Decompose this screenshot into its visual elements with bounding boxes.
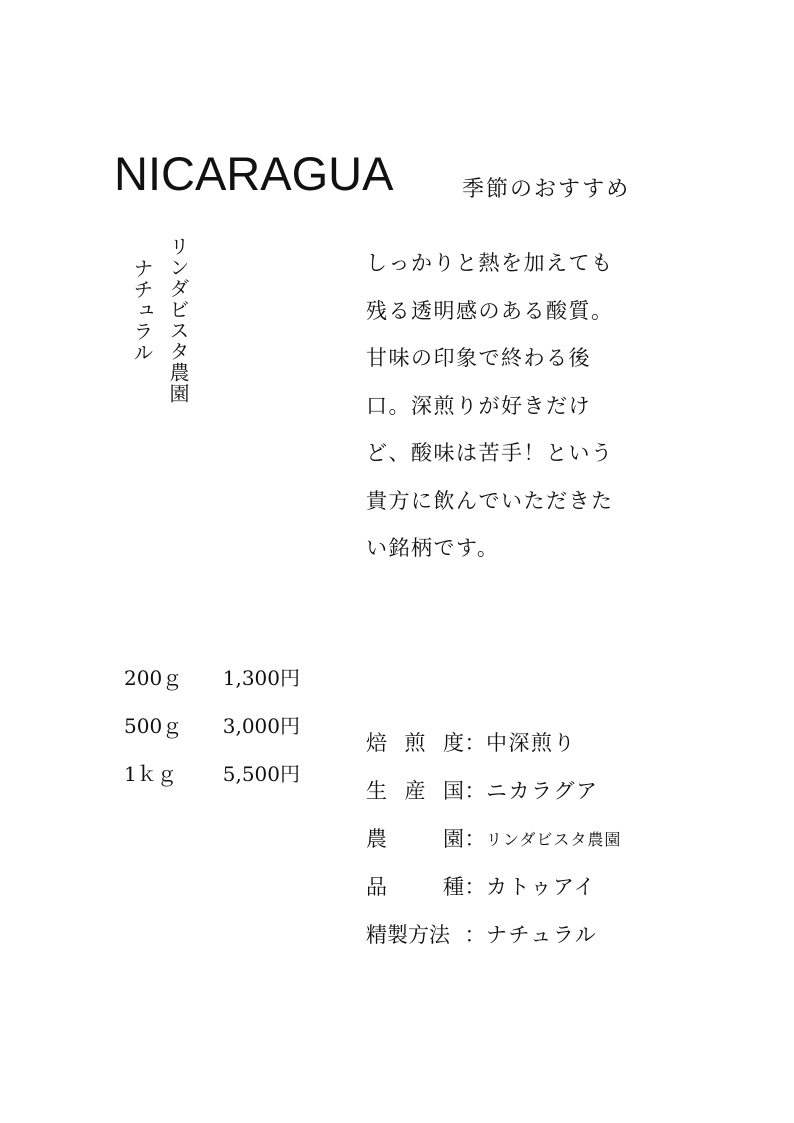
detail-row-roast <box>366 718 621 766</box>
page-title: NICARAGUA <box>114 147 394 200</box>
detail-label-char: 焙 <box>366 731 387 755</box>
price-row <box>124 652 300 700</box>
detail-value: ニカラグア <box>486 779 599 803</box>
vertical-product-label <box>124 236 196 576</box>
detail-label-char: 度 <box>443 731 464 755</box>
detail-row-country <box>366 766 621 814</box>
detail-label <box>366 823 464 853</box>
detail-label-char: 生 <box>366 779 387 803</box>
price-weight: 200ｇ <box>124 665 183 690</box>
description-line: 貴方に飲んでいただきた <box>366 488 614 513</box>
detail-label-char: 種 <box>443 875 464 899</box>
detail-colon: ： <box>464 779 486 803</box>
description-line: 口。深煎りが好きだけ <box>366 393 591 418</box>
detail-label <box>366 727 464 757</box>
detail-colon: ： <box>464 875 486 899</box>
description-line: 残る透明感のある酸質。 <box>366 298 614 323</box>
detail-value: リンダビスタ農園 <box>486 829 622 849</box>
description-line: い銘柄です。 <box>366 536 500 560</box>
detail-label-char: 農 <box>366 827 387 851</box>
price-weight: 500ｇ <box>124 713 183 738</box>
detail-label-char: 園 <box>443 827 464 851</box>
detail-value: ナチュラル <box>486 923 598 947</box>
description-line: ど、酸味は苦手！という <box>366 441 614 465</box>
coffee-details <box>366 718 621 958</box>
detail-label <box>366 871 464 901</box>
price-list <box>124 652 300 796</box>
description-line: 甘味の印象で終わる後 <box>366 346 591 370</box>
description-line: しっかりと熱を加えても <box>366 251 614 275</box>
detail-row-process <box>366 910 621 958</box>
detail-label-char: 産 <box>404 779 426 803</box>
vertical-process-name: ナチュラル <box>130 258 154 363</box>
detail-label <box>366 775 464 805</box>
detail-colon: ： <box>464 923 486 947</box>
detail-label-char: 煎 <box>404 731 426 755</box>
price-amount: 1,300円 <box>222 665 300 690</box>
price-weight: 1ｋｇ <box>124 761 177 786</box>
price-amount: 5,500円 <box>222 761 300 786</box>
detail-label-char: 品 <box>366 875 387 899</box>
detail-colon: ： <box>464 827 486 851</box>
price-row <box>124 700 300 748</box>
detail-label-char: 国 <box>443 779 464 803</box>
description-text <box>366 240 646 573</box>
detail-colon: ： <box>464 731 486 755</box>
detail-row-farm <box>366 814 621 862</box>
detail-value: 中深煎り <box>486 731 576 755</box>
detail-label <box>366 919 464 949</box>
price-amount: 3,000円 <box>222 713 300 738</box>
detail-row-variety <box>366 862 621 910</box>
detail-label-text: 精製方法 <box>366 923 450 947</box>
vertical-farm-name: リンダビスタ農園 <box>166 236 190 404</box>
page-subtitle: 季節のおすすめ <box>462 177 631 202</box>
detail-value: カトゥアイ <box>486 875 597 899</box>
price-row <box>124 748 300 796</box>
